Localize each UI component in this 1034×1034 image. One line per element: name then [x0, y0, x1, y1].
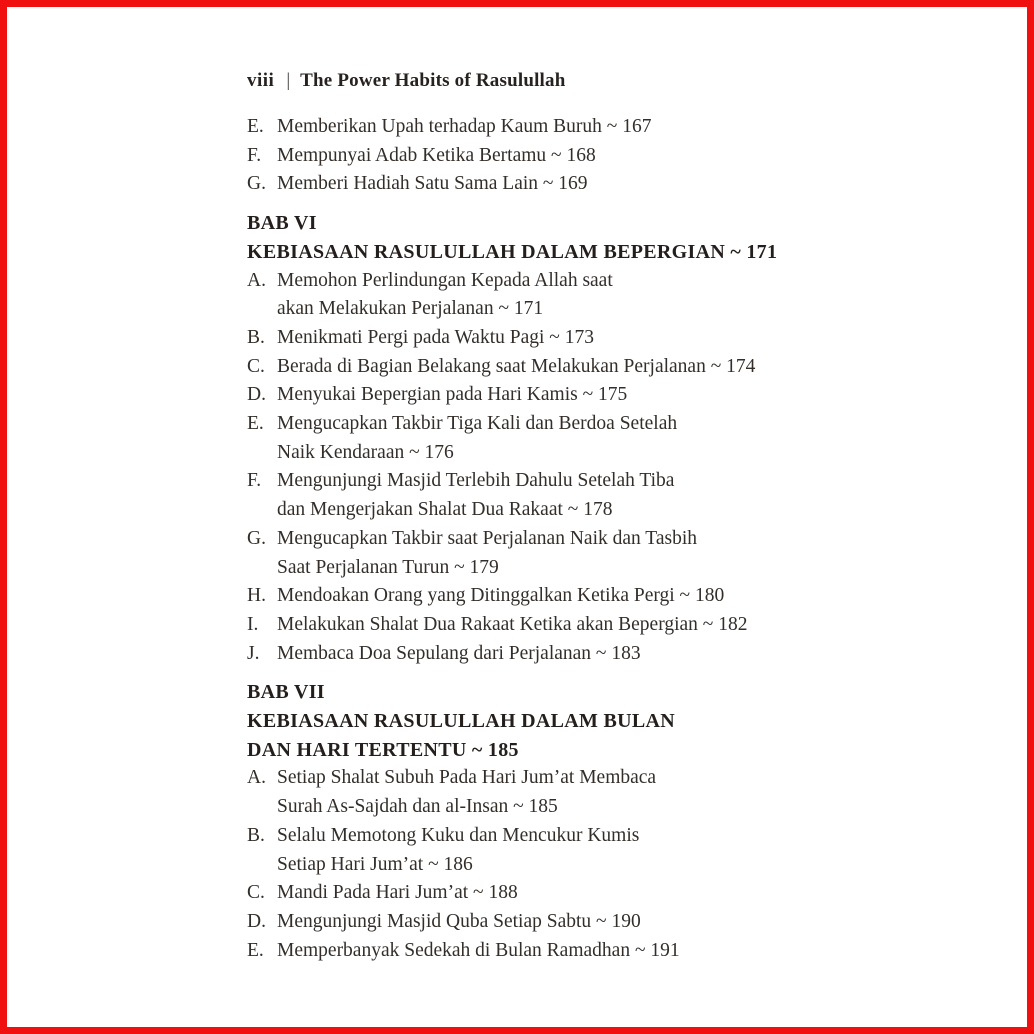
item-text [277, 353, 807, 382]
item-letter: D. [247, 384, 266, 406]
item-text [277, 937, 807, 966]
header-separator: | [286, 70, 291, 91]
toc-item [247, 410, 807, 467]
toc-sections [247, 113, 807, 965]
item-text-line: Menikmati Pergi pada Waktu Pagi ~ 173 [277, 326, 594, 348]
item-letter: I. [247, 613, 259, 635]
item-text-line: Surah As-Sajdah dan al-Insan ~ 185 [277, 796, 558, 818]
toc-item [247, 582, 807, 611]
item-letter: B. [247, 824, 265, 846]
chapter-heading [247, 209, 807, 266]
item-letter: G. [247, 527, 266, 549]
chapter-heading-line: KEBIASAAN RASULULLAH DALAM BULAN [247, 710, 675, 733]
item-text-line: Setiap Hari Jum’at ~ 186 [277, 853, 473, 875]
item-letter: F. [247, 470, 262, 492]
item-letter: E. [247, 939, 264, 961]
item-text-line: Memberikan Upah terhadap Kaum Buruh ~ 167 [277, 116, 652, 137]
toc-item [247, 764, 807, 821]
book-title: The Power Habits of Rasulullah [300, 70, 566, 91]
item-text-line: Mengucapkan Takbir saat Perjalanan Naik dan Tasbih [277, 527, 698, 549]
chapter-heading-line: BAB VI [247, 212, 317, 235]
toc-item [247, 937, 807, 966]
toc-item [247, 525, 807, 582]
toc-item [247, 879, 807, 908]
item-text-line: Memberi Hadiah Satu Sama Lain ~ 169 [277, 173, 588, 195]
toc-item [247, 267, 807, 324]
item-letter: H. [247, 585, 266, 607]
item-text [277, 170, 807, 199]
item-text [277, 113, 807, 142]
item-letter: F. [247, 144, 262, 166]
item-text-line: Mendoakan Orang yang Ditinggalkan Ketika Pergi ~ 180 [277, 585, 725, 607]
toc-item [247, 381, 807, 410]
item-text [277, 467, 807, 524]
item-letter: G. [247, 173, 266, 195]
item-text [277, 267, 807, 324]
item-text-line: Naik Kendaraan ~ 176 [277, 441, 454, 463]
item-text-line: Memohon Perlindungan Kepada Allah saat [277, 269, 613, 291]
toc-item [247, 353, 807, 382]
toc-item [247, 640, 807, 669]
item-letter: C. [247, 355, 265, 377]
item-letter: B. [247, 326, 265, 348]
chapter-heading-line: BAB VII [247, 681, 325, 704]
item-letter: D. [247, 910, 266, 932]
toc-item [247, 170, 807, 199]
toc-item-list [247, 267, 807, 669]
chapter-heading-line: DAN HARI TERTENTU ~ 185 [247, 738, 519, 761]
item-text-line: akan Melakukan Perjalanan ~ 171 [277, 298, 544, 320]
item-text-line: Setiap Shalat Subuh Pada Hari Jum’at Membaca [277, 767, 657, 789]
item-text-line: Mengucapkan Takbir Tiga Kali dan Berdoa Setelah [277, 413, 678, 435]
toc-item [247, 113, 807, 142]
toc-item [247, 324, 807, 353]
item-text-line: Berada di Bagian Belakang saat Melakukan Perjalanan ~ 174 [277, 355, 756, 377]
item-letter: E. [247, 413, 264, 435]
item-text-line: dan Mengerjakan Shalat Dua Rakaat ~ 178 [277, 499, 613, 521]
item-text [277, 410, 807, 467]
toc-content [247, 69, 807, 965]
item-text-line: Mempunyai Adab Ketika Bertamu ~ 168 [277, 144, 596, 166]
toc-item [247, 467, 807, 524]
toc-section [247, 113, 807, 199]
item-text [277, 822, 807, 879]
toc-item [247, 908, 807, 937]
item-text [277, 381, 807, 410]
item-letter: A. [247, 767, 266, 789]
item-text-line: Mengunjungi Masjid Terlebih Dahulu Setelah Tiba [277, 470, 675, 492]
item-letter: E. [247, 116, 264, 137]
item-text [277, 582, 807, 611]
item-text-line: Mandi Pada Hari Jum’at ~ 188 [277, 882, 518, 904]
toc-item-list [247, 113, 807, 199]
item-text [277, 908, 807, 937]
item-text-line: Selalu Memotong Kuku dan Mencukur Kumis [277, 824, 640, 846]
toc-section [247, 678, 807, 965]
item-text-line: Mengunjungi Masjid Quba Setiap Sabtu ~ 190 [277, 910, 641, 932]
item-text-line: Membaca Doa Sepulang dari Perjalanan ~ 183 [277, 642, 641, 664]
toc-item-list [247, 764, 807, 965]
toc-item [247, 611, 807, 640]
item-text [277, 640, 807, 669]
chapter-heading-line: KEBIASAAN RASULULLAH DALAM BEPERGIAN ~ 171 [247, 240, 778, 263]
item-text-line: Memperbanyak Sedekah di Bulan Ramadhan ~ 191 [277, 939, 680, 961]
item-text [277, 611, 807, 640]
page-number: viii [247, 70, 275, 91]
toc-item [247, 142, 807, 171]
item-text [277, 525, 807, 582]
chapter-heading [247, 678, 807, 764]
item-letter: A. [247, 269, 266, 291]
item-text-line: Saat Perjalanan Turun ~ 179 [277, 556, 499, 578]
toc-item [247, 822, 807, 879]
item-text [277, 764, 807, 821]
item-text [277, 142, 807, 171]
toc-section [247, 209, 807, 668]
item-letter: C. [247, 882, 265, 904]
item-text [277, 324, 807, 353]
item-text-line: Menyukai Bepergian pada Hari Kamis ~ 175 [277, 384, 628, 406]
item-text-line: Melakukan Shalat Dua Rakaat Ketika akan Bepergian ~ 182 [277, 613, 748, 635]
running-header [247, 69, 807, 93]
item-text [277, 879, 807, 908]
item-letter: J. [247, 642, 260, 664]
